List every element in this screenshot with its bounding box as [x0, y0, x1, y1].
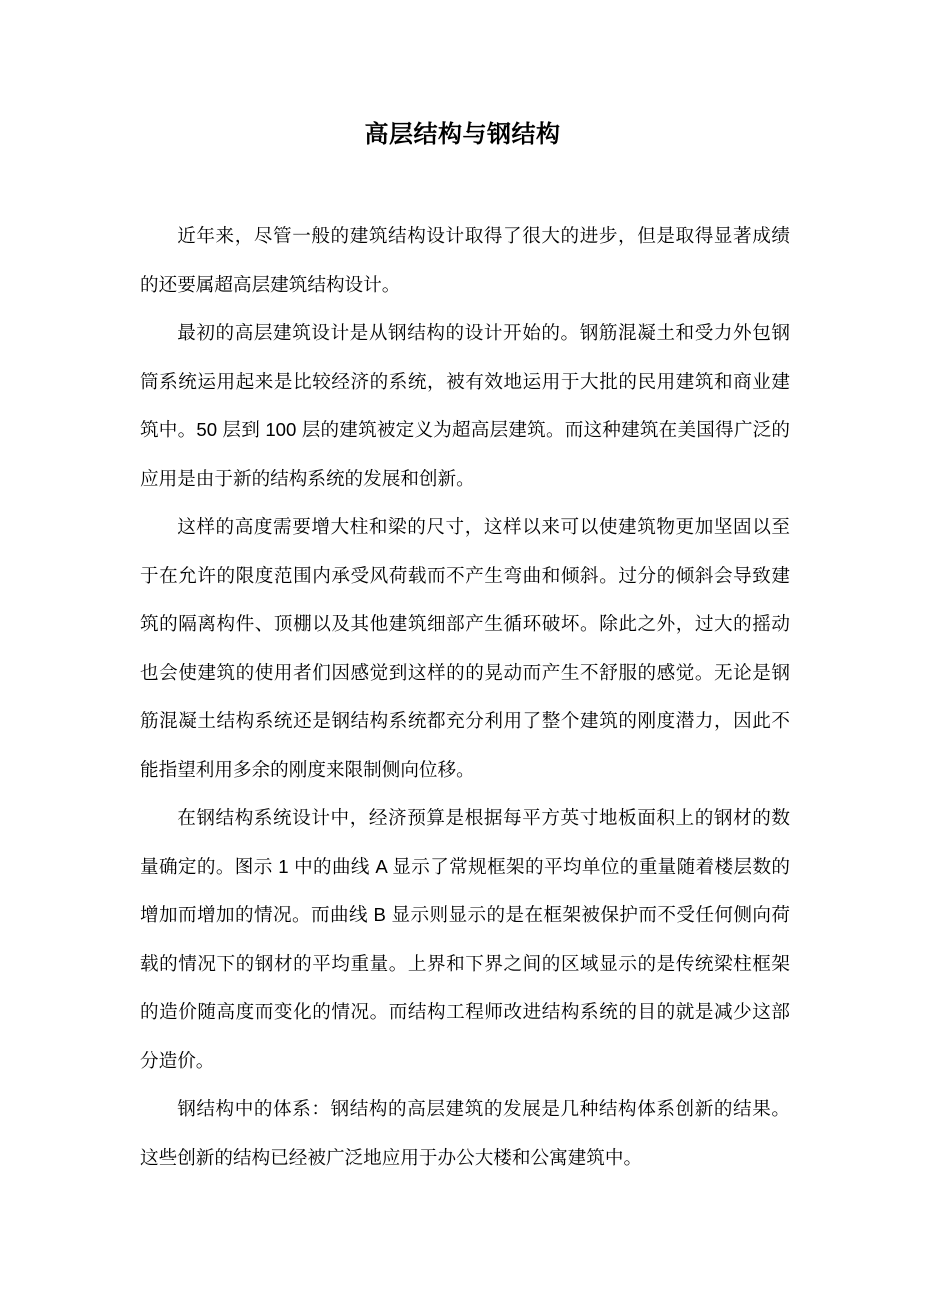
paragraph-intro: 近年来，尽管一般的建筑结构设计取得了很大的进步，但是取得显著成绩的还要属超高层建筑结构设计。 [140, 225, 790, 295]
paragraph-steel-economy-curves: 在钢结构系统设计中，经济预算是根据每平方英寸地板面积上的钢材的数量确定的。图示 1 中的曲线 A 显示了常规框架的平均单位的重量随着楼层数的增加而增加的情况。而曲线 B 显示则显示的是在框架被保护而不受任何侧向荷载的情况下的钢材的平均重量。上界和下界之间的区域显示的是传统梁柱框架的造价随高度而变化的情况。而结构工程师改进结构系统的目的就是减少这部分造价。 [140, 807, 790, 1071]
document-body [140, 212, 790, 1182]
document-title: 高层结构与钢结构 [364, 121, 561, 148]
paragraph-height-stiffness: 这样的高度需要增大柱和梁的尺寸，这样以来可以使建筑物更加坚固以至于在允许的限度范围内承受风荷载而不产生弯曲和倾斜。过分的倾斜会导致建筑的隔离构件、顶棚以及其他建筑细部产生循环破坏。除此之外，过大的摇动也会使建筑的使用者们因感觉到这样的的晃动而产生不舒服的感觉。无论是钢筋混凝土结构系统还是钢结构系统都充分利用了整个建筑的刚度潜力，因此不能指望利用多余的刚度来限制侧向位移。 [140, 516, 790, 780]
paragraph-steel-systems: 钢结构中的体系：钢结构的高层建筑的发展是几种结构体系创新的结果。这些创新的结构已经被广泛地应用于办公大楼和公寓建筑中。 [140, 1098, 790, 1168]
paragraph-early-design: 最初的高层建筑设计是从钢结构的设计开始的。钢筋混凝土和受力外包钢筒系统运用起来是比较经济的系统，被有效地运用于大批的民用建筑和商业建筑中。50 层到 100 层的建筑被定义为超高层建筑。而这种建筑在美国得广泛的应用是由于新的结构系统的发展和创新。 [140, 322, 790, 489]
